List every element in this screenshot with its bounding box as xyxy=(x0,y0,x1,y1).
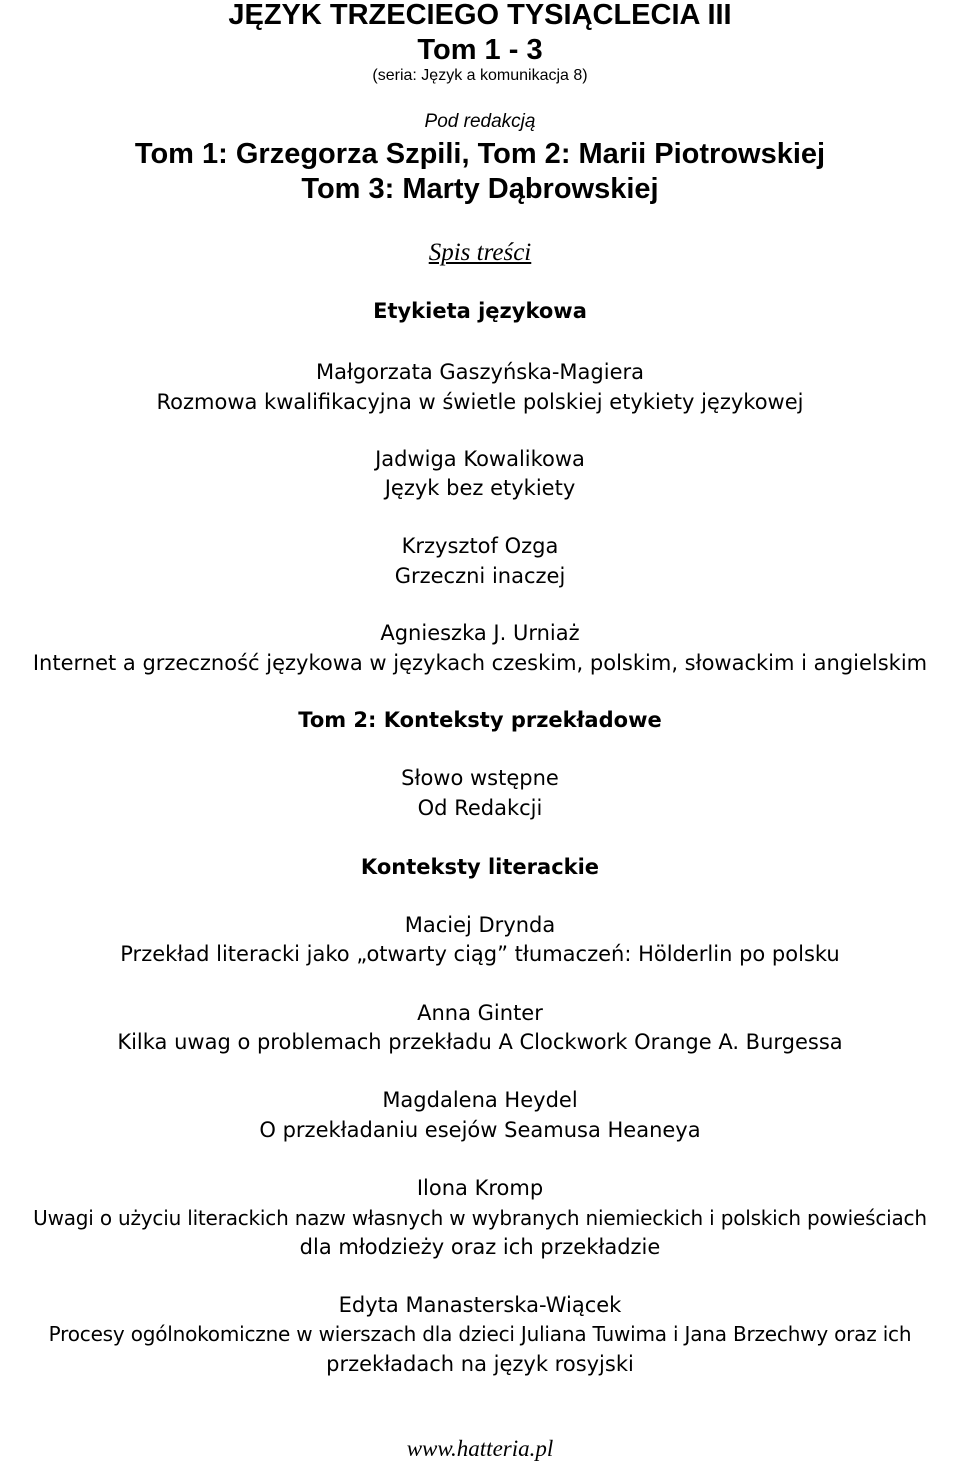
editors-line-1: Tom 1: Grzegorza Szpili, Tom 2: Marii Piotrowskiej xyxy=(134,138,826,170)
entry-title: Grzeczni inaczej xyxy=(394,564,566,588)
entry-author: Maciej Drynda xyxy=(404,913,556,937)
entry-title: Przekład literacki jako „otwarty ciąg” tłumaczeń: Hölderlin po polsku xyxy=(120,942,840,966)
book-title: JĘZYK TRZECIEGO TYSIĄCLECIA III xyxy=(228,0,732,31)
entry-title: O przekładaniu esejów Seamusa Heaneya xyxy=(259,1118,701,1142)
section-heading-etykieta: Etykieta językowa xyxy=(373,299,587,323)
entry-author: Magdalena Heydel xyxy=(382,1088,578,1112)
entry-title: Uwagi o użyciu literackich nazw własnych w wybranych niemieckich i polskich powieściach xyxy=(33,1206,927,1230)
entry-author: Edyta Manasterska-Wiącek xyxy=(338,1293,622,1317)
entry-author: Agnieszka J. Urniaż xyxy=(380,621,580,645)
section-heading-konteksty: Konteksty literackie xyxy=(360,855,600,879)
entry-author: Małgorzata Gaszyńska-Magiera xyxy=(315,360,645,384)
entry-author: Anna Ginter xyxy=(417,1001,543,1025)
entry-author: Krzysztof Ozga xyxy=(401,534,559,558)
entry-author: Ilona Kromp xyxy=(416,1176,544,1200)
entry-title: dla młodzieży oraz ich przekładzie xyxy=(299,1235,661,1259)
entry-title: Kilka uwag o problemach przekładu A Clockwork Orange A. Burgessa xyxy=(117,1030,843,1054)
editors-line-2: Tom 3: Marty Dąbrowskiej xyxy=(301,173,659,205)
intro-entry: Słowo wstępne xyxy=(401,766,559,790)
series-label: (seria: Język a komunikacja 8) xyxy=(372,67,588,84)
entry-title: Język bez etykiety xyxy=(384,476,576,500)
entry-title: przekładach na język rosyjski xyxy=(326,1352,634,1376)
volumes-label: Tom 1 - 3 xyxy=(417,34,543,66)
footer-url: www.hatteria.pl xyxy=(406,1436,554,1461)
section-heading-tom2: Tom 2: Konteksty przekładowe xyxy=(298,708,662,732)
under-editorship-label: Pod redakcją xyxy=(424,111,536,132)
toc-heading: Spis treści xyxy=(428,239,532,266)
entry-title: Procesy ogólnokomiczne w wierszach dla dzieci Juliana Tuwima i Jana Brzechwy oraz ich xyxy=(48,1322,912,1346)
intro-entry: Od Redakcji xyxy=(417,796,543,820)
entry-title: Internet a grzeczność językowa w językach czeskim, polskim, słowackim i angielskim xyxy=(32,651,928,675)
entry-title: Rozmowa kwalifikacyjna w świetle polskiej etykiety językowej xyxy=(156,390,804,414)
entry-author: Jadwiga Kowalikowa xyxy=(375,447,585,471)
